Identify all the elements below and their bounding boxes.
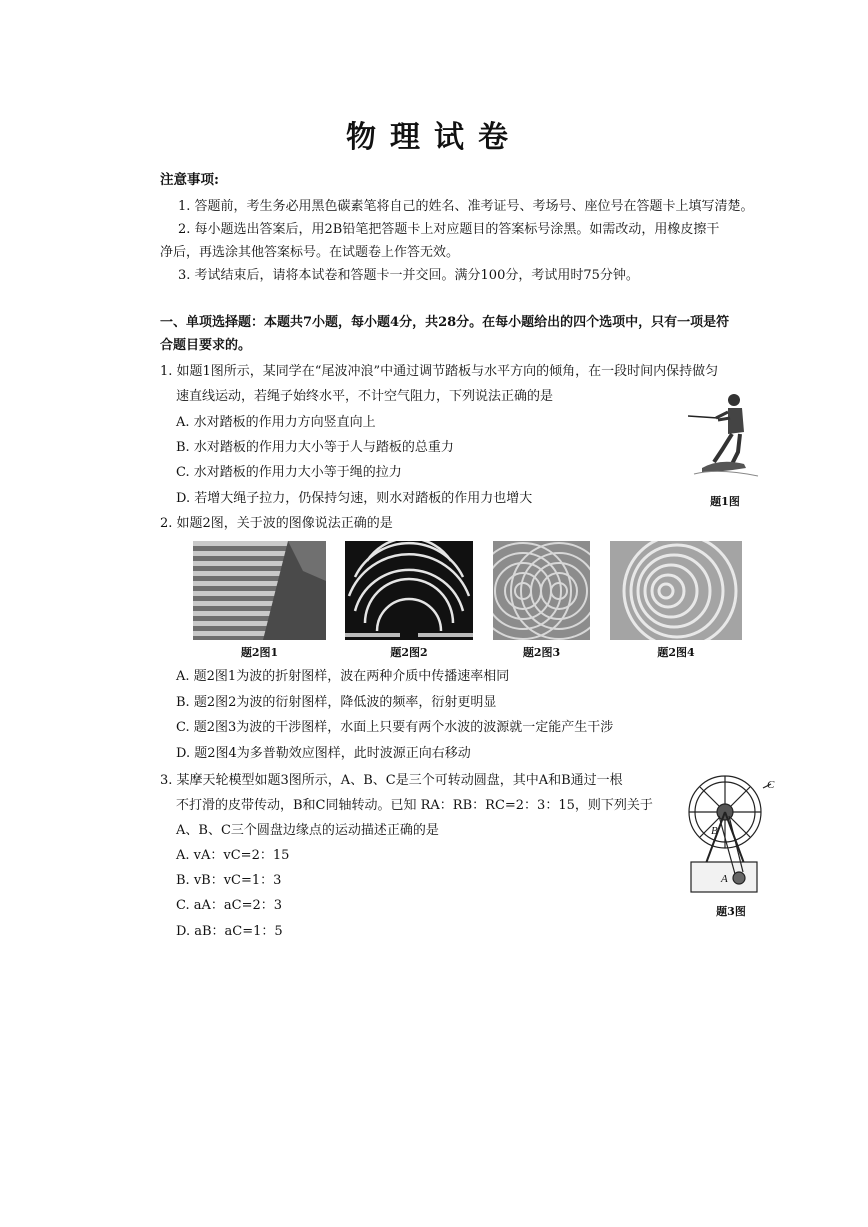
q2-option-d: D. 题2图4为多普勒效应图样，此时波源正向右移动 (176, 746, 471, 761)
q3-option-d: D. aB：aC=1：5 (176, 924, 283, 939)
q2-option-a: A. 题2图1为波的折射图样，波在两种介质中传播速率相同 (176, 669, 510, 684)
q3-figure-ferris-wheel (683, 770, 778, 895)
q2-figure-4-doppler (610, 541, 742, 640)
q2-figure-2-caption: 题2图2 (390, 646, 428, 659)
q2-stem: 2. 如题2图，关于波的图像说法正确的是 (160, 516, 393, 531)
q3-label-b: B (711, 825, 718, 837)
q1-option-d: D. 若增大绳子拉力，仍保持匀速，则水对踏板的作用力也增大 (176, 491, 533, 506)
q2-option-b: B. 题2图2为波的衍射图样，降低波的频率，衍射更明显 (176, 695, 497, 710)
section-heading: 一、单项选择题：本题共7小题，每小题4分，共28分。在每小题给出的四个选项中，只有一项是符 (160, 315, 730, 330)
q2-figure-1-caption: 题2图1 (240, 646, 279, 659)
notice-item-3: 3. 考试结束后，请将本试卷和答题卡一并交回。满分100分，考试用时75分钟。 (178, 268, 639, 283)
q1-option-b: B. 水对踏板的作用力大小等于人与踏板的总重力 (176, 440, 454, 455)
notice-item-2-cont: 净后，再选涂其他答案标号。在试题卷上作答无效。 (160, 245, 460, 260)
q1-figure-caption: 题1图 (710, 495, 740, 508)
section-heading-cont: 合题目要求的。 (160, 338, 252, 353)
q3-figure-caption: 题3图 (716, 905, 746, 918)
q1-option-a: A. 水对踏板的作用力方向竖直向上 (176, 415, 376, 430)
q3-stem-cont-2: A、B、C三个圆盘边缘点的运动描述正确的是 (176, 823, 439, 838)
q1-stem: 1. 如题1图所示，某同学在“尾波冲浪”中通过调节踏板与水平方向的倾角，在一段时间内保持做匀 (160, 364, 719, 379)
q1-stem-cont: 速直线运动，若绳子始终水平，不计空气阻力，下列说法正确的是 (176, 389, 554, 404)
q3-stem-cont: 不打滑的皮带传动，B和C同轴转动。已知 RA：RB：RC=2：3：15，则下列关于 (176, 798, 653, 813)
q3-option-b: B. vB：vC=1：3 (176, 873, 282, 888)
q2-figure-3-caption: 题2图3 (522, 646, 561, 659)
notice-item-1: 1. 答题前，考生务必用黑色碳素笔将自己的姓名、准考证号、考场号、座位号在答题卡上填写清楚。 (178, 199, 754, 214)
q2-option-c: C. 题2图3为波的干涉图样，水面上只要有两个水波的波源就一定能产生干涉 (176, 720, 614, 735)
q3-option-a: A. vA：vC=2：15 (176, 848, 290, 863)
q2-figure-1-refraction (193, 541, 326, 640)
q3-label-a: A (721, 873, 728, 885)
q2-figure-2-diffraction (345, 541, 473, 640)
page-title: 物理试卷 (346, 120, 522, 155)
q1-option-c: C. 水对踏板的作用力大小等于绳的拉力 (176, 465, 402, 480)
q3-option-c: C. aA：aC=2：3 (176, 898, 283, 913)
q3-stem: 3. 某摩天轮模型如题3图所示，A、B、C是三个可转动圆盘，其中A和B通过一根 (160, 773, 623, 788)
notice-heading: 注意事项: (160, 172, 219, 188)
notice-item-2: 2. 每小题选出答案后，用2B铅笔把答题卡上对应题目的答案标号涂黑。如需改动，用橡皮擦干 (178, 222, 720, 237)
q1-figure-wakesurfer (688, 388, 764, 483)
q2-figure-3-interference (493, 541, 590, 640)
q3-label-c: C (767, 779, 775, 791)
q2-figure-4-caption: 题2图4 (657, 646, 695, 659)
